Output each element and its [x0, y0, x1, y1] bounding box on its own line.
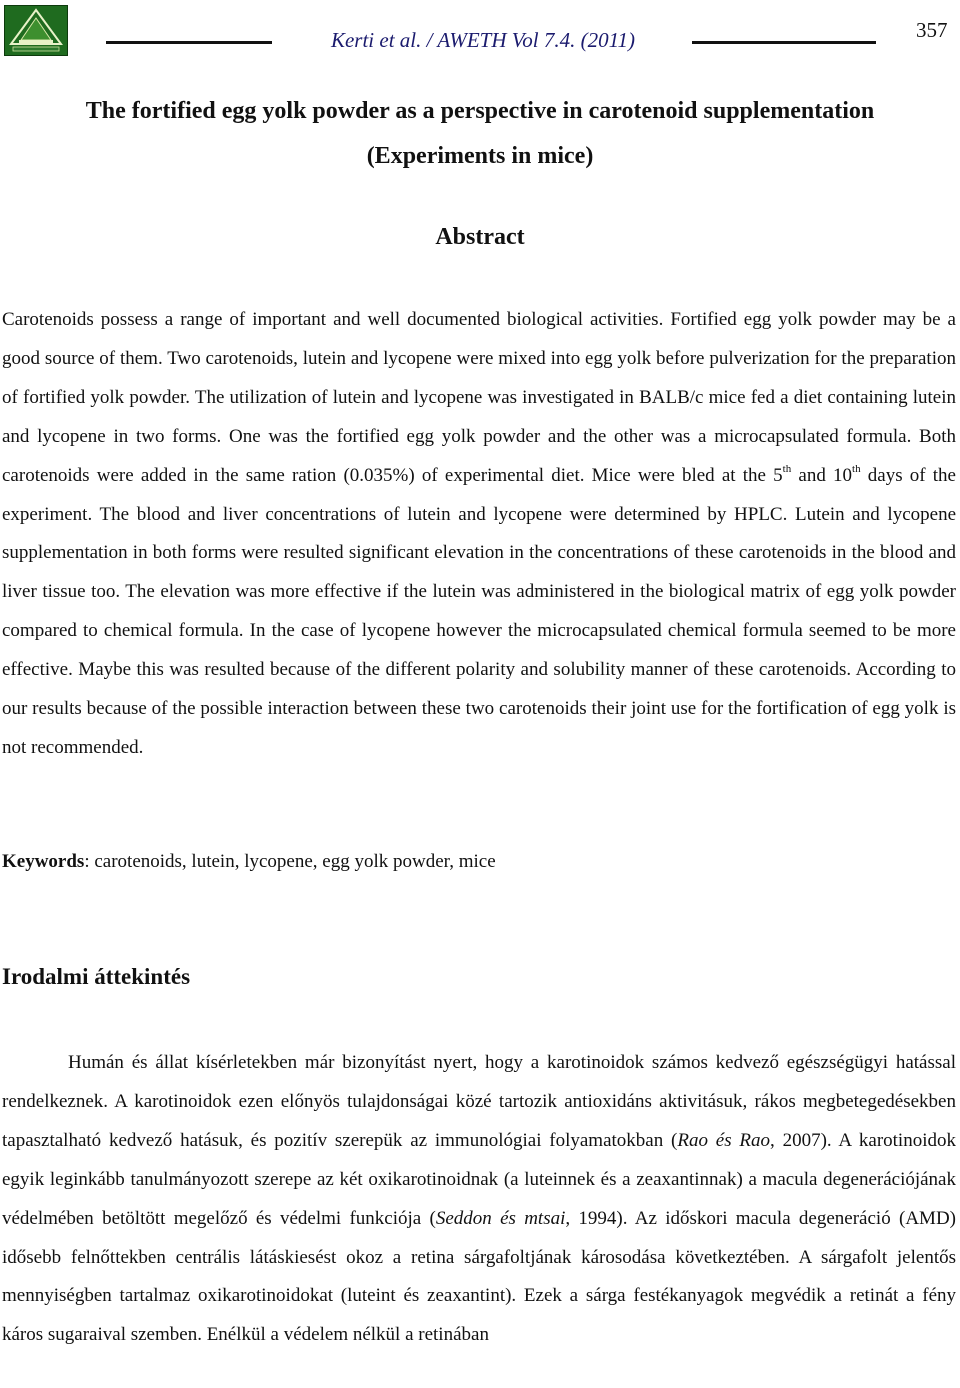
- keywords-label: Keywords: [2, 851, 85, 872]
- running-head: Kerti et al. / AWETH Vol 7.4. (2011): [330, 28, 636, 52]
- abstract-text-part: days of the experiment. The blood and liver concentrations of lutein and lycopene were determined by HPLC. Lutein and lycopene supplementation in both forms were resulted significant elevation in the concentrations of these carotenoids in the blood and liver tissue too. The elevation was more effective if the lutein was administered in the biological matrix of egg yolk powder compared to chemical formula. In the case of lycopene however the microcapsulated chemical formula seemed to be more effective. Maybe this was resulted because of the different polarity and solubility manner of these carotenoids. According to our results because of the possible interaction between these two carotenoids their joint use for the fortification of egg yolk is not recommended.: [2, 464, 956, 758]
- body-text-part: , 1994). Az időskori macula degeneráció (AMD) idősebb felnőttekben centrális látáskiesést okoz a retina sárgafoltjának károsodása következtében. A sárgafolt jelentős mennyiségben tartalmaz oxikarotinoidokat (luteint és zeaxantint). Ezek a sárga festékanyagok megvédik a retinát a fény káros sugaraival szemben. Enélkül a védelem nélkül a retinában: [2, 1207, 956, 1346]
- abstract-text: [2, 301, 956, 768]
- page-number: 357: [916, 18, 948, 42]
- section-body-text: [2, 1044, 956, 1355]
- citation: Rao és Rao: [677, 1129, 771, 1151]
- superscript-th: th: [782, 462, 792, 475]
- abstract-text-part: and 10: [791, 464, 853, 486]
- header-rule-right: [692, 41, 876, 44]
- paper-subtitle: (Experiments in mice): [366, 143, 594, 169]
- paper-title: The fortified egg yolk powder as a perspective in carotenoid supplementation: [85, 98, 875, 124]
- section-heading: Irodalmi áttekintés: [2, 964, 191, 989]
- superscript-th: th: [852, 462, 861, 475]
- keywords: [2, 843, 956, 882]
- citation: Seddon és mtsai: [435, 1207, 566, 1229]
- body-text-part: , 2007). A karotinoidok egyik leginkább tanulmányozott szerepe az két oxikarotinoidnak (a luteinnek és a zeaxantinnak) a macula degenerációjának védelmében betöltött megelőző és védelmi funkciója (: [2, 1129, 956, 1229]
- page-header: [0, 0, 960, 60]
- abstract-heading: Abstract: [435, 224, 525, 250]
- journal-logo-icon: [4, 5, 68, 56]
- body-text-part: Humán és állat kísérletekben már bizonyítást nyert, hogy a karotinoidok számos kedvező egészségügyi hatással rendelkeznek. A karotinoidok ezen előnyös tulajdonságai közé tartozik antioxidáns aktivitásuk, rákos megbetegedésekben tapasztalható kedvező hatásuk, és pozitív szerepük az immunológiai folyamatokban (: [2, 1052, 956, 1151]
- header-rule-left: [106, 41, 272, 44]
- abstract-text-part: Carotenoids possess a range of important and well documented biological activities. Fortified egg yolk powder may be a good source of them. Two carotenoids, lutein and lycopene were mixed into egg yolk before pulverization for the preparation of fortified yolk powder. The utilization of lutein and lycopene was investigated in BALB/c mice fed a diet containing lutein and lycopene in two forms. One was the fortified egg yolk powder and the other was a microcapsulated formula. Both carotenoids were added in the same ration (0.035%) of experimental diet. Mice were bled at the 5: [2, 309, 956, 486]
- keywords-list: : carotenoids, lutein, lycopene, egg yolk powder, mice: [84, 851, 496, 872]
